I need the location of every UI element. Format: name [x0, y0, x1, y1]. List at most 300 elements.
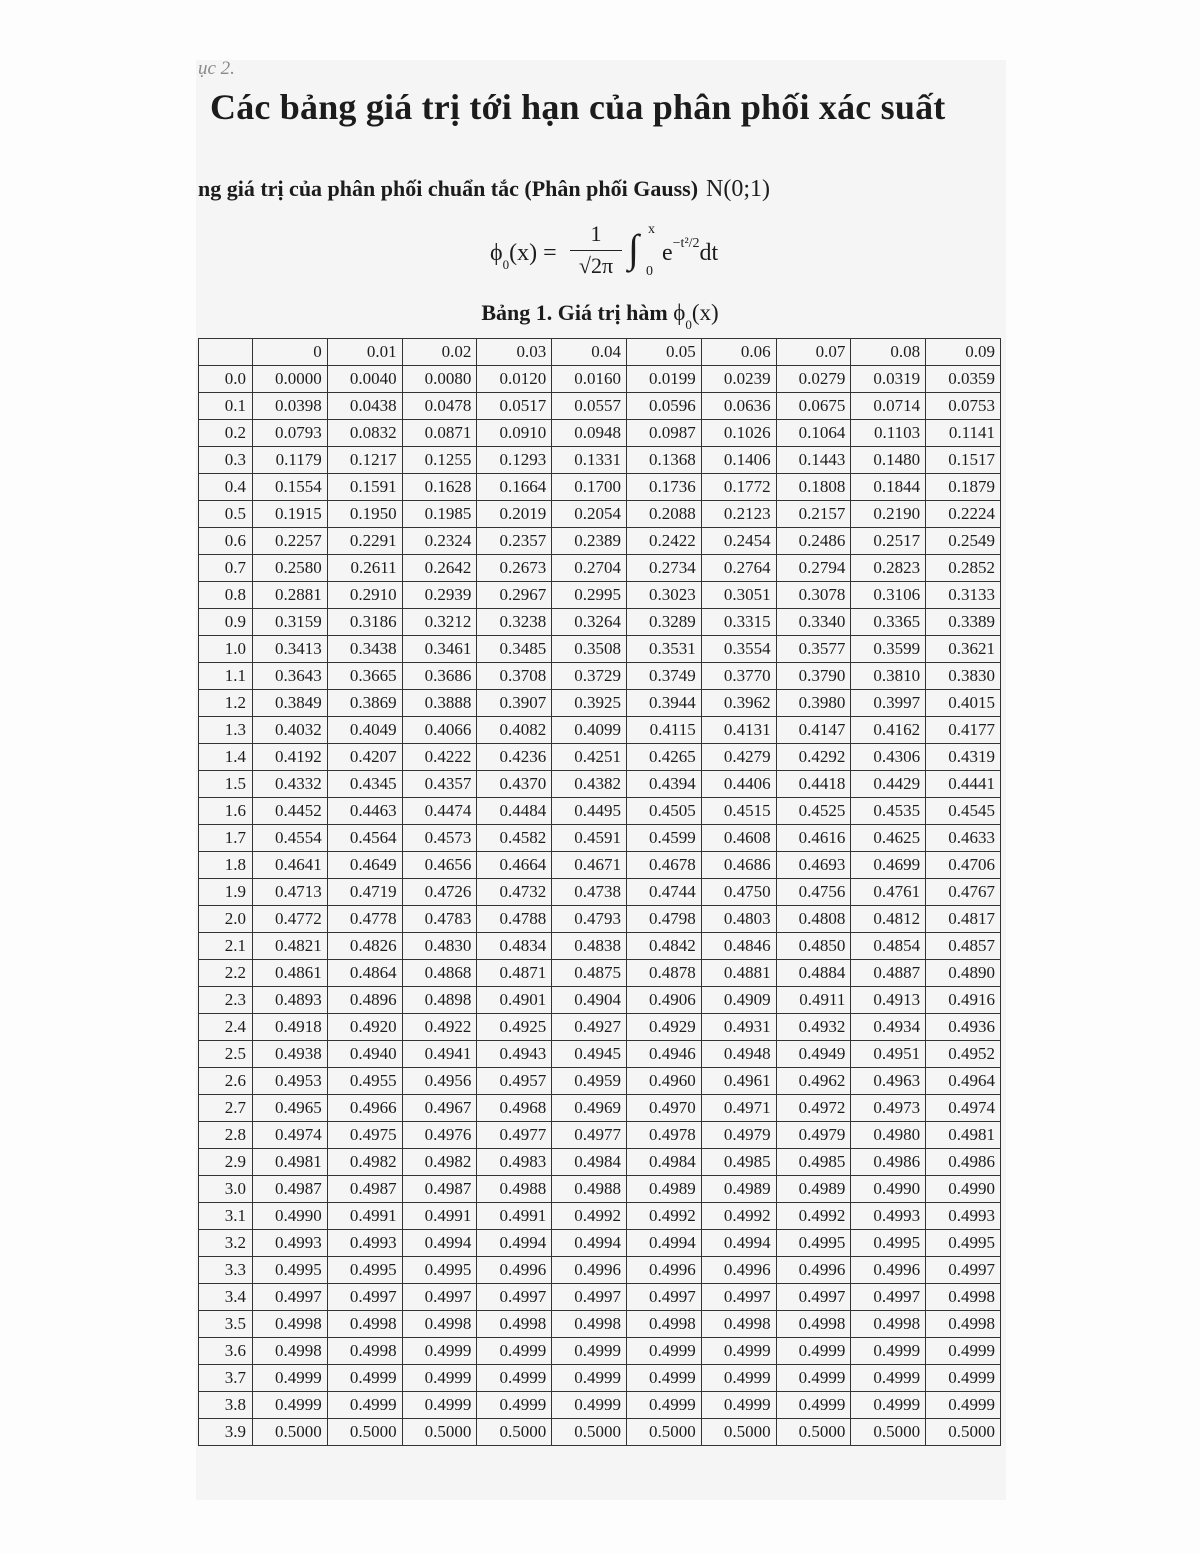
table-cell: 0.4192: [253, 744, 328, 771]
table-cell: 0.4945: [552, 1041, 627, 1068]
row-header: 1.8: [199, 852, 253, 879]
table-cell: 0.5000: [926, 1419, 1001, 1446]
table-row: [199, 1176, 1001, 1203]
table-row: [199, 1284, 1001, 1311]
table-cell: 0.4993: [851, 1203, 926, 1230]
integrand-base: e: [662, 240, 673, 266]
table-cell: 0.4999: [402, 1365, 477, 1392]
formula-lhs-arg: (x) =: [509, 240, 557, 266]
table-cell: 0.0359: [926, 366, 1001, 393]
table-cell: 0.4938: [253, 1041, 328, 1068]
table-cell: 0.4625: [851, 825, 926, 852]
table-cell: 0.4971: [701, 1095, 776, 1122]
table-cell: 0.1950: [327, 501, 402, 528]
formula-phi-sub: 0: [502, 256, 510, 272]
table-cell: 0.4999: [701, 1338, 776, 1365]
table-cell: 0.4812: [851, 906, 926, 933]
table-cell: 0.4999: [327, 1392, 402, 1419]
table-cell: 0.4115: [626, 717, 701, 744]
formula-denominator: √2π: [578, 253, 614, 278]
table-cell: 0.4826: [327, 933, 402, 960]
table-cell: 0.4999: [477, 1365, 552, 1392]
table-cell: 0.2823: [851, 555, 926, 582]
table-cell: 0.4744: [626, 879, 701, 906]
table-cell: 0.4981: [926, 1122, 1001, 1149]
table-cell: 0.2881: [253, 582, 328, 609]
table-cell: 0.2357: [477, 528, 552, 555]
table-cell: 0.5000: [402, 1419, 477, 1446]
table-cell: 0.5000: [552, 1419, 627, 1446]
table-cell: 0.0753: [926, 393, 1001, 420]
table-cell: 0.4564: [327, 825, 402, 852]
integral-lower-limit: 0: [646, 264, 653, 279]
table-cell: 0.4864: [327, 960, 402, 987]
table-cell: 0.2611: [327, 555, 402, 582]
table-cell: 0.4992: [626, 1203, 701, 1230]
table-cell: 0.4778: [327, 906, 402, 933]
table-cell: 0.3485: [477, 636, 552, 663]
table-cell: 0.4996: [477, 1257, 552, 1284]
table-cell: 0.2422: [626, 528, 701, 555]
table-cell: 0.0517: [477, 393, 552, 420]
table-cell: 0.4783: [402, 906, 477, 933]
table-cell: 0.5000: [626, 1419, 701, 1446]
table-cell: 0.2389: [552, 528, 627, 555]
table-cell: 0.3925: [552, 690, 627, 717]
table-row: [199, 825, 1001, 852]
table-cell: 0.4082: [477, 717, 552, 744]
subtitle-text: ng giá trị của phân phối chuẩn tắc (Phân phối Gauss): [198, 176, 699, 201]
table-cell: 0.4896: [327, 987, 402, 1014]
table-cell: 0.3159: [253, 609, 328, 636]
table-cell: 0.0279: [776, 366, 851, 393]
table-cell: 0.2224: [926, 501, 1001, 528]
table-cell: 0.4788: [477, 906, 552, 933]
table-cell: 0.2734: [626, 555, 701, 582]
table-cell: 0.4932: [776, 1014, 851, 1041]
table-cell: 0.4878: [626, 960, 701, 987]
table-cell: 0.4990: [851, 1176, 926, 1203]
table-cell: 0.4999: [626, 1392, 701, 1419]
row-header: 0.6: [199, 528, 253, 555]
table-cell: 0.1293: [477, 447, 552, 474]
table-cell: 0.4871: [477, 960, 552, 987]
column-header: 0.07: [776, 339, 851, 366]
table-row: [199, 1419, 1001, 1446]
table-cell: 0.3438: [327, 636, 402, 663]
table-cell: 0.3315: [701, 609, 776, 636]
table-cell: 0.3770: [701, 663, 776, 690]
table-cell: 0.4943: [477, 1041, 552, 1068]
table-cell: 0.4719: [327, 879, 402, 906]
table-cell: 0.2852: [926, 555, 1001, 582]
table-cell: 0.4952: [926, 1041, 1001, 1068]
table-cell: 0.4049: [327, 717, 402, 744]
table-cell: 0.4985: [776, 1149, 851, 1176]
table-cell: 0.4207: [327, 744, 402, 771]
table-cell: 0.2454: [701, 528, 776, 555]
table-cell: 0.4988: [477, 1176, 552, 1203]
table-cell: 0.3078: [776, 582, 851, 609]
row-header: 2.3: [199, 987, 253, 1014]
integrand-differential: dt: [699, 240, 719, 266]
row-header: 2.4: [199, 1014, 253, 1041]
fraction-bar: [570, 250, 622, 251]
table-cell: 0.4772: [253, 906, 328, 933]
table-row: [199, 555, 1001, 582]
table-cell: 0.4991: [327, 1203, 402, 1230]
table-cell: 0.4279: [701, 744, 776, 771]
table-cell: 0.0832: [327, 420, 402, 447]
table-cell: 0.4418: [776, 771, 851, 798]
table-cell: 0.4988: [552, 1176, 627, 1203]
table-cell: 0.1103: [851, 420, 926, 447]
row-header: 3.9: [199, 1419, 253, 1446]
table-cell: 0.1554: [253, 474, 328, 501]
table-cell: 0.4997: [477, 1284, 552, 1311]
row-header: 2.1: [199, 933, 253, 960]
table-cell: 0.4887: [851, 960, 926, 987]
table-cell: 0.4993: [926, 1203, 1001, 1230]
table-cell: 0.3186: [327, 609, 402, 636]
table-cell: 0.4505: [626, 798, 701, 825]
table-cell: 0.4994: [626, 1230, 701, 1257]
table-cell: 0.3238: [477, 609, 552, 636]
table-cell: 0.3643: [253, 663, 328, 690]
table-cell: 0.3686: [402, 663, 477, 690]
table-cell: 0.1879: [926, 474, 1001, 501]
table-cell: 0.4931: [701, 1014, 776, 1041]
row-header: 2.0: [199, 906, 253, 933]
table-cell: 0.4999: [701, 1392, 776, 1419]
table-cell: 0.4962: [776, 1068, 851, 1095]
formula-phi: ϕ: [490, 240, 503, 266]
row-header: 1.1: [199, 663, 253, 690]
table-cell: 0.3849: [253, 690, 328, 717]
table-cell: 0.1331: [552, 447, 627, 474]
table-cell: 0.4982: [402, 1149, 477, 1176]
table-cell: 0.4306: [851, 744, 926, 771]
table-cell: 0.4999: [402, 1392, 477, 1419]
table-cell: 0.4803: [701, 906, 776, 933]
corner-cell: [199, 339, 253, 366]
table-cell: 0.4222: [402, 744, 477, 771]
table-cell: 0.3621: [926, 636, 1001, 663]
table-cell: 0.4927: [552, 1014, 627, 1041]
table-cell: 0.3413: [253, 636, 328, 663]
row-header: 3.7: [199, 1365, 253, 1392]
table-cell: 0.4756: [776, 879, 851, 906]
table-row: [199, 1203, 1001, 1230]
table-row: [199, 474, 1001, 501]
table-cell: 0.1628: [402, 474, 477, 501]
table-row: [199, 582, 1001, 609]
table-cell: 0.4959: [552, 1068, 627, 1095]
row-header: 2.8: [199, 1122, 253, 1149]
distribution-label: N(0;1): [706, 176, 771, 202]
table-cell: 0.4911: [776, 987, 851, 1014]
row-header: 1.4: [199, 744, 253, 771]
table-cell: 0.4998: [776, 1311, 851, 1338]
table-cell: 0.0793: [253, 420, 328, 447]
table-cell: 0.2157: [776, 501, 851, 528]
table-row: [199, 771, 1001, 798]
table-cell: 0.4978: [626, 1122, 701, 1149]
table-cell: 0.4881: [701, 960, 776, 987]
table-cell: 0.4957: [477, 1068, 552, 1095]
table-cell: 0.3461: [402, 636, 477, 663]
table-cell: 0.3531: [626, 636, 701, 663]
formula-lhs: [490, 240, 557, 270]
table-cell: 0.4929: [626, 1014, 701, 1041]
table-row: [199, 906, 1001, 933]
table-cell: 0.4997: [402, 1284, 477, 1311]
table-cell: 0.4999: [477, 1392, 552, 1419]
table-cell: 0.4997: [626, 1284, 701, 1311]
table-cell: 0.4032: [253, 717, 328, 744]
table-cell: 0.4793: [552, 906, 627, 933]
formula-integrand: [662, 236, 719, 267]
table-cell: 0.4599: [626, 825, 701, 852]
table-cell: 0.5000: [851, 1419, 926, 1446]
table-cell: 0.5000: [776, 1419, 851, 1446]
table-row: [199, 987, 1001, 1014]
table-cell: 0.2291: [327, 528, 402, 555]
table-cell: 0.4616: [776, 825, 851, 852]
table-cell: 0.4998: [327, 1338, 402, 1365]
table-cell: 0.2642: [402, 555, 477, 582]
table-cell: 0.4573: [402, 825, 477, 852]
table-cell: 0.4998: [477, 1311, 552, 1338]
table-cell: 0.4983: [477, 1149, 552, 1176]
table-cell: 0.2910: [327, 582, 402, 609]
table-cell: 0.4066: [402, 717, 477, 744]
table-cell: 0.0675: [776, 393, 851, 420]
table-cell: 0.3708: [477, 663, 552, 690]
table-row: [199, 1392, 1001, 1419]
table-cell: 0.0199: [626, 366, 701, 393]
table-row: [199, 636, 1001, 663]
table-cell: 0.4495: [552, 798, 627, 825]
table-cell: 0.4989: [626, 1176, 701, 1203]
table-cell: 0.4990: [253, 1203, 328, 1230]
table-cell: 0.0557: [552, 393, 627, 420]
table-cell: 0.4162: [851, 717, 926, 744]
table-cell: 0.4999: [926, 1338, 1001, 1365]
table-cell: 0.4998: [926, 1284, 1001, 1311]
table-cell: 0.4904: [552, 987, 627, 1014]
table-cell: 0.1517: [926, 447, 1001, 474]
table-cell: 0.4968: [477, 1095, 552, 1122]
table-cell: 0.4989: [776, 1176, 851, 1203]
table-cell: 0.4591: [552, 825, 627, 852]
table-cell: 0.3907: [477, 690, 552, 717]
caption-phi-sub: 0: [685, 316, 692, 332]
table-cell: 0.4664: [477, 852, 552, 879]
table-cell: 0.4996: [701, 1257, 776, 1284]
table-cell: 0.3997: [851, 690, 926, 717]
table-cell: 0.3888: [402, 690, 477, 717]
table-cell: 0.4131: [701, 717, 776, 744]
table-cell: 0.3212: [402, 609, 477, 636]
formula-numerator: 1: [590, 221, 602, 246]
table-cell: 0.4996: [851, 1257, 926, 1284]
table-cell: 0.4966: [327, 1095, 402, 1122]
row-header: 0.2: [199, 420, 253, 447]
table-cell: 0.4846: [701, 933, 776, 960]
table-cell: 0.4015: [926, 690, 1001, 717]
table-cell: 0.4842: [626, 933, 701, 960]
table-header: [199, 339, 1001, 366]
table-cell: 0.1844: [851, 474, 926, 501]
table-cell: 0.3389: [926, 609, 1001, 636]
table-cell: 0.3051: [701, 582, 776, 609]
table-cell: 0.4992: [701, 1203, 776, 1230]
table-cell: 0.1026: [701, 420, 776, 447]
table-cell: 0.4678: [626, 852, 701, 879]
table-cell: 0.4984: [626, 1149, 701, 1176]
row-header: 3.2: [199, 1230, 253, 1257]
table-cell: 0.4382: [552, 771, 627, 798]
column-header: 0.05: [626, 339, 701, 366]
table-cell: 0.4974: [253, 1122, 328, 1149]
table-cell: 0.4994: [701, 1230, 776, 1257]
phi-table: [198, 338, 1001, 1446]
table-row: [199, 1257, 1001, 1284]
table-row: [199, 501, 1001, 528]
table-cell: 0.4992: [552, 1203, 627, 1230]
table-cell: 0.4974: [926, 1095, 1001, 1122]
table-cell: 0.2794: [776, 555, 851, 582]
table-cell: 0.4995: [851, 1230, 926, 1257]
row-header: 1.3: [199, 717, 253, 744]
header-row: [199, 339, 1001, 366]
table-cell: 0.4995: [926, 1230, 1001, 1257]
table-cell: 0.4998: [402, 1311, 477, 1338]
table-cell: 0.4406: [701, 771, 776, 798]
table-cell: 0.4986: [926, 1149, 1001, 1176]
table-cell: 0.4999: [926, 1392, 1001, 1419]
column-header: 0: [253, 339, 328, 366]
table-cell: 0.4441: [926, 771, 1001, 798]
table-cell: 0.5000: [253, 1419, 328, 1446]
table-cell: 0.4906: [626, 987, 701, 1014]
table-cell: 0.4999: [851, 1392, 926, 1419]
row-header: 0.3: [199, 447, 253, 474]
table-cell: 0.0239: [701, 366, 776, 393]
row-header: 1.7: [199, 825, 253, 852]
section-subtitle: [198, 176, 770, 203]
table-cell: 0.4726: [402, 879, 477, 906]
table-cell: 0.3577: [776, 636, 851, 663]
table-cell: 0.5000: [477, 1419, 552, 1446]
table-cell: 0.1406: [701, 447, 776, 474]
table-cell: 0.4319: [926, 744, 1001, 771]
table-cell: 0.4761: [851, 879, 926, 906]
table-cell: 0.3944: [626, 690, 701, 717]
table-cell: 0.2486: [776, 528, 851, 555]
table-cell: 0.4292: [776, 744, 851, 771]
formula-fraction: [570, 222, 622, 279]
table-cell: 0.4767: [926, 879, 1001, 906]
table-row: [199, 609, 1001, 636]
table-row: [199, 1338, 1001, 1365]
table-cell: 0.4949: [776, 1041, 851, 1068]
table-row: [199, 420, 1001, 447]
row-header: 0.4: [199, 474, 253, 501]
table-cell: 0.1915: [253, 501, 328, 528]
table-cell: 0.4984: [552, 1149, 627, 1176]
table-cell: 0.2939: [402, 582, 477, 609]
table-cell: 0.4999: [253, 1392, 328, 1419]
table-cell: 0.4838: [552, 933, 627, 960]
table-cell: 0.1664: [477, 474, 552, 501]
table-cell: 0.4998: [327, 1311, 402, 1338]
table-cell: 0.4999: [851, 1338, 926, 1365]
caption-function-arg: (x): [691, 300, 719, 325]
table-cell: 0.4999: [776, 1365, 851, 1392]
table-cell: 0.4990: [926, 1176, 1001, 1203]
row-header: 0.0: [199, 366, 253, 393]
table-cell: 0.4890: [926, 960, 1001, 987]
table-cell: 0.3340: [776, 609, 851, 636]
table-cell: 0.4986: [851, 1149, 926, 1176]
table-cell: 0.4857: [926, 933, 1001, 960]
table-cell: 0.4999: [776, 1392, 851, 1419]
table-cell: 0.4997: [253, 1284, 328, 1311]
table-cell: 0.1808: [776, 474, 851, 501]
table-cell: 0.3962: [701, 690, 776, 717]
row-header: 3.3: [199, 1257, 253, 1284]
table-cell: 0.4997: [926, 1257, 1001, 1284]
table-cell: 0.1480: [851, 447, 926, 474]
table-cell: 0.4649: [327, 852, 402, 879]
table-cell: 0.0120: [477, 366, 552, 393]
table-cell: 0.4913: [851, 987, 926, 1014]
table-row: [199, 690, 1001, 717]
table-cell: 0.4946: [626, 1041, 701, 1068]
table-cell: 0.1443: [776, 447, 851, 474]
table-row: [199, 960, 1001, 987]
table-cell: 0.4925: [477, 1014, 552, 1041]
table-cell: 0.4893: [253, 987, 328, 1014]
table-cell: 0.3749: [626, 663, 701, 690]
table-cell: 0.2019: [477, 501, 552, 528]
row-header: 0.8: [199, 582, 253, 609]
row-header: 3.1: [199, 1203, 253, 1230]
table-cell: 0.4265: [626, 744, 701, 771]
table-cell: 0.4996: [776, 1257, 851, 1284]
table-cell: 0.4999: [626, 1365, 701, 1392]
table-cell: 0.4699: [851, 852, 926, 879]
table-cell: 0.0040: [327, 366, 402, 393]
column-header: 0.06: [701, 339, 776, 366]
table-cell: 0.4985: [701, 1149, 776, 1176]
table-cell: 0.2054: [552, 501, 627, 528]
table-cell: 0.4884: [776, 960, 851, 987]
table-cell: 0.3106: [851, 582, 926, 609]
table-row: [199, 852, 1001, 879]
table-cell: 0.4996: [626, 1257, 701, 1284]
table-cell: 0.0596: [626, 393, 701, 420]
table-cell: 0.1736: [626, 474, 701, 501]
table-cell: 0.1255: [402, 447, 477, 474]
table-cell: 0.4999: [926, 1365, 1001, 1392]
table-cell: 0.4251: [552, 744, 627, 771]
table-cell: 0.4868: [402, 960, 477, 987]
table-cell: 0.4997: [701, 1284, 776, 1311]
row-header: 3.0: [199, 1176, 253, 1203]
